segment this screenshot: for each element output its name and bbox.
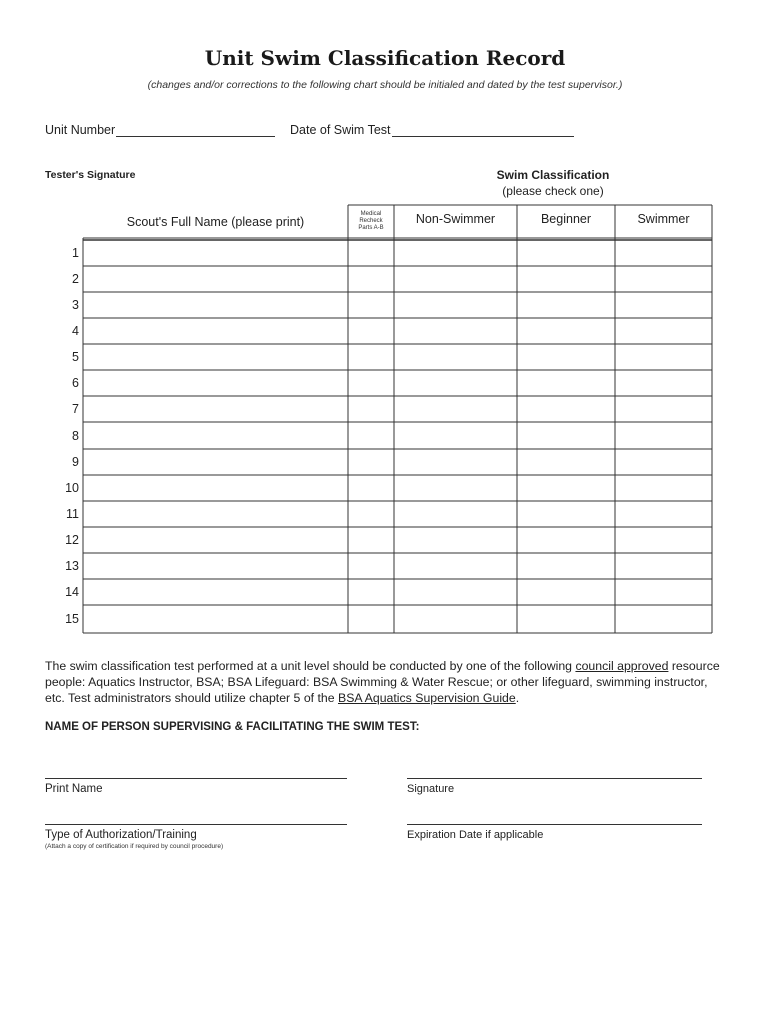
- beginner-header: Beginner: [540, 212, 592, 226]
- unit-number-field[interactable]: [116, 136, 275, 137]
- authorization-field[interactable]: [45, 824, 347, 825]
- row-number: 10: [65, 481, 79, 495]
- row-number: 1: [72, 246, 79, 260]
- instructions-text-3: .: [515, 691, 520, 705]
- council-approved-link[interactable]: council approved: [575, 659, 669, 673]
- swimmer-header: Swimmer: [637, 212, 690, 226]
- expiration-date-label: Expiration Date if applicable: [407, 829, 544, 841]
- swim-classification-subtitle: (please check one): [502, 184, 604, 198]
- expiration-date-field[interactable]: [407, 824, 702, 825]
- date-of-swim-test-label: Date of Swim Test: [290, 123, 391, 137]
- authorization-label: Type of Authorization/Training: [45, 829, 197, 841]
- medical-header-line3: Parts A-B: [358, 225, 384, 231]
- row-number: 4: [72, 324, 79, 338]
- row-number: 5: [72, 350, 79, 364]
- row-number: 2: [72, 272, 79, 286]
- row-number: 9: [72, 455, 79, 469]
- print-name-label: Print Name: [45, 783, 103, 795]
- page-title: Unit Swim Classification Record: [204, 46, 566, 70]
- row-number: 14: [65, 585, 79, 599]
- non-swimmer-header: Non-Swimmer: [415, 212, 496, 226]
- row-number: 12: [65, 533, 79, 547]
- row-number: 6: [72, 376, 79, 390]
- row-number: 13: [65, 559, 79, 573]
- row-number: 11: [66, 507, 79, 521]
- medical-recheck-header: [348, 205, 394, 238]
- print-name-field[interactable]: [45, 778, 347, 779]
- row-number: 3: [72, 298, 79, 312]
- supervisor-heading: NAME OF PERSON SUPERVISING & FACILITATING THE SWIM TEST:: [45, 721, 420, 733]
- aquatics-supervision-guide-link[interactable]: BSA Aquatics Supervision Guide: [338, 691, 516, 705]
- medical-header-line1: Medical: [360, 211, 382, 217]
- testers-signature-label: Tester's Signature: [45, 169, 136, 181]
- instructions-text-2: resource people: Aquatics Instructor, BSA; BSA Lifeguard: BSA Swimming & Water Rescue; or other lifeguard, swimming instructor, etc. Test administrators should utilize chapter 5 of the: [45, 659, 720, 705]
- swim-classification-title: Swim Classification: [496, 168, 610, 182]
- row-number: 8: [72, 429, 79, 443]
- unit-number-label: Unit Number: [45, 123, 116, 137]
- instructions-paragraph: [45, 658, 725, 706]
- date-of-swim-test-field[interactable]: [392, 136, 574, 137]
- instructions-text-1: The swim classification test performed at a unit level should be conducted by one of the following: [45, 659, 576, 673]
- page-subtitle: (changes and/or corrections to the following chart should be initialed and dated by the test supervisor.): [147, 79, 623, 91]
- row-number: 7: [72, 402, 79, 416]
- signature-field[interactable]: [407, 778, 702, 779]
- medical-header-line2: Recheck: [359, 218, 383, 224]
- scout-name-header: Scout's Full Name (please print): [126, 214, 305, 229]
- signature-label: Signature: [407, 783, 455, 795]
- authorization-note: (Attach a copy of certification if required by council procedure): [45, 843, 224, 850]
- row-number: 15: [65, 612, 79, 626]
